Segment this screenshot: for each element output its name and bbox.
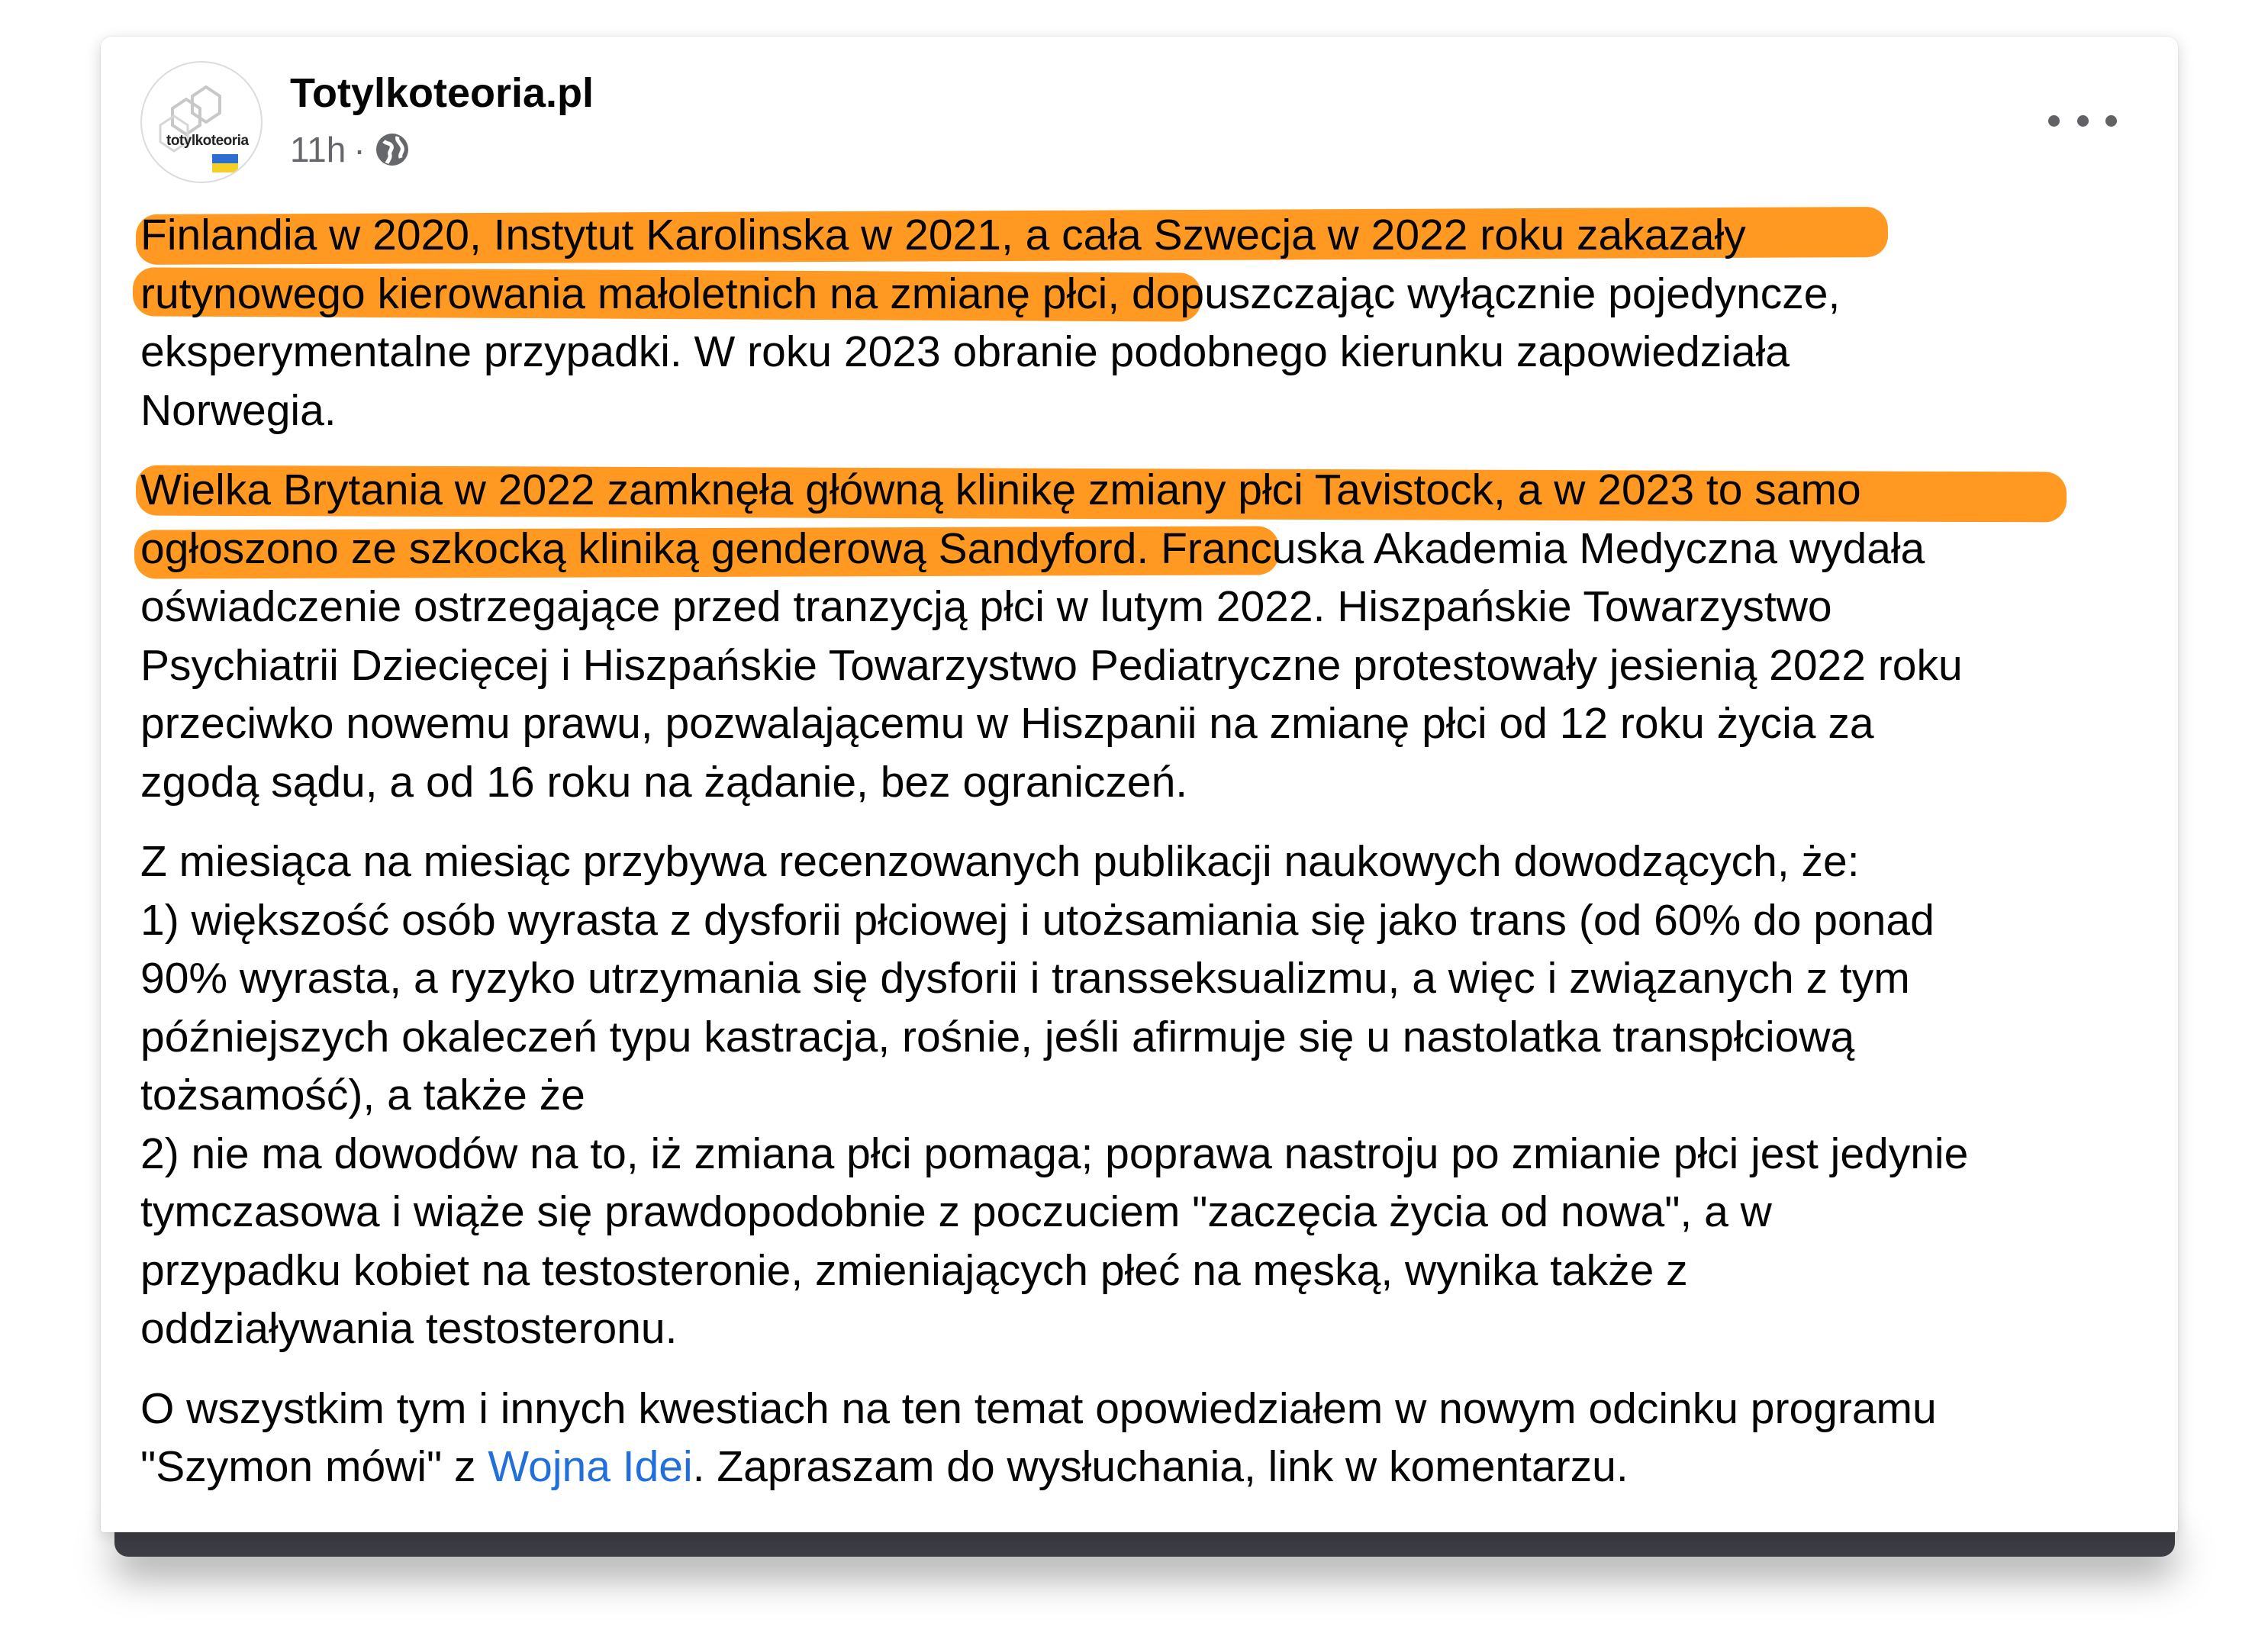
- avatar[interactable]: [140, 61, 263, 183]
- text-line: Psychiatrii Dziecięcej i Hiszpańskie Towarzystwo Pediatryczne protestowały jesienią 2022 roku: [140, 640, 1963, 690]
- post-text: [140, 206, 2163, 1518]
- text-line: tożsamość), a także że: [140, 1071, 585, 1119]
- avatar-logo-text: totylkoteoria: [166, 133, 249, 149]
- text-line: oddziaływania testosteronu.: [140, 1304, 678, 1353]
- post-meta: [290, 127, 411, 172]
- text-line: eksperymentalne przypadki. W roku 2023 obranie podobnego kierunku zapowiedziała: [140, 327, 1790, 376]
- text-line: Norwegia.: [140, 385, 337, 435]
- paragraph-2: [140, 461, 2163, 811]
- page-name[interactable]: Totylkoteoria.pl: [290, 70, 594, 116]
- text-fragment: . Zapraszam do wysłuchania, link w komentarzu.: [692, 1442, 1629, 1491]
- meta-separator: ·: [353, 130, 366, 169]
- text-line: Z miesiąca na miesiąc przybywa recenzowanych publikacji naukowych dowodzących, że:: [140, 837, 1860, 886]
- paragraph-4: [140, 1380, 2163, 1496]
- text-fragment: "Szymon mówi" z: [140, 1442, 488, 1491]
- text-line: 90% wyrasta, a ryzyko utrzymania się dysforii i transseksualizmu, a więc i związanych z tym: [140, 954, 1910, 1003]
- text-line: rutynowego kierowania małoletnich na zmianę płci, dopuszczając wyłącznie pojedyncze,: [140, 269, 1841, 318]
- text-line: ogłoszono ze szkocką kliniką genderową Sandyford. Francuska Akademia Medyczna wydała: [140, 523, 1925, 573]
- text-line: przeciwko nowemu prawu, pozwalającemu w Hiszpanii na zmianę płci od 12 roku życia za: [140, 699, 1874, 748]
- more-options-icon[interactable]: [2048, 104, 2117, 137]
- text-line: 2) nie ma dowodów na to, iż zmiana płci pomaga; poprawa nastroju po zmianie płci jest jedynie: [140, 1129, 1969, 1178]
- text-line: zgodą sądu, a od 16 roku na żądanie, bez ograniczeń.: [140, 757, 1188, 807]
- text-line: przypadku kobiet na testosteronie, zmieniających płeć na męską, wynika także z: [140, 1245, 1688, 1295]
- text-line: Finlandia w 2020, Instytut Karolinska w 2021, a cała Szwecja w 2022 roku zakazały: [140, 211, 1746, 259]
- text-line: oświadczenie ostrzegające przed tranzycją płci w lutym 2022. Hiszpańskie Towarzystwo: [140, 582, 1832, 631]
- text-line: Wielka Brytania w 2022 zamknęła główną klinikę zmiany płci Tavistock, a w 2023 to samo: [140, 465, 1861, 514]
- text-line: O wszystkim tym i innych kwestiach na ten temat opowiedziałem w nowym odcinku programu: [140, 1383, 1937, 1433]
- text-line: 1) większość osób wyrasta z dysforii płciowej i utożsamiania się jako trans (od 60% do ponad: [140, 895, 1935, 945]
- text-line-with-link: [140, 1438, 2163, 1496]
- paragraph-1: [140, 206, 2163, 440]
- globe-icon[interactable]: [373, 130, 411, 169]
- ukraine-flag-icon: [212, 154, 238, 172]
- post-time[interactable]: 11h: [290, 130, 346, 169]
- hexagon-logo-icon: [142, 63, 261, 182]
- facebook-post-card: [101, 37, 2178, 1532]
- text-line: późniejszych okaleczeń typu kastracja, rośnie, jeśli afirmuje się u nastolatka transpłciową: [140, 1012, 1855, 1061]
- wojna-idei-link[interactable]: Wojna Idei: [488, 1442, 693, 1491]
- text-line: tymczasowa i wiąże się prawdopodobnie z poczuciem "zaczęcia życia od nowa", a w: [140, 1187, 1772, 1236]
- paragraph-3: [140, 833, 2163, 1358]
